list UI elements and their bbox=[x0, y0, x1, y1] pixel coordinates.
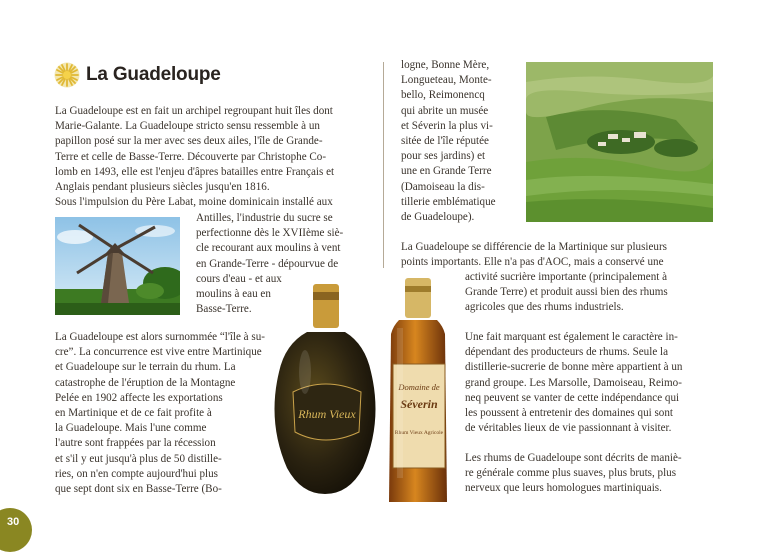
intro-paragraph bbox=[55, 104, 367, 210]
right-bottle-label-2: Séverin bbox=[400, 397, 438, 411]
text-line: Sous l'impulsion du Père Labat, moine dominicain installé aux bbox=[55, 196, 333, 209]
text-line: Longueteau, Monte- bbox=[401, 74, 492, 87]
text-line: les poussent à entretenir des domaines qui sont bbox=[465, 407, 673, 420]
text-line: que sept dont six en Basse-Terre (Bo- bbox=[55, 483, 222, 496]
left-bottle-label: Rhum Vieux bbox=[298, 407, 356, 421]
differences-paragraph bbox=[401, 240, 713, 270]
page-number: 30 bbox=[7, 516, 20, 528]
text-line: logne, Bonne Mère, bbox=[401, 59, 490, 71]
text-line: perfectionne dès le XVIIème siè- bbox=[196, 227, 344, 240]
text-line: bello, Reimonencq bbox=[401, 89, 485, 102]
text-line: Basse-Terre. bbox=[196, 303, 252, 316]
independence-paragraph bbox=[465, 330, 713, 436]
text-line: et s'il y eut jusqu'à plus de 50 distille- bbox=[55, 452, 222, 465]
text-line: moulins à eau en bbox=[196, 288, 271, 301]
text-line: points importants. Elle n'a pas d'AOC, mais a conservé une bbox=[401, 256, 664, 269]
text-line: pour ses jardins) et bbox=[401, 150, 486, 163]
text-line: Terre et celle de Basse-Terre. Découverte par Christophe Co- bbox=[55, 150, 327, 163]
text-line: lomb en 1493, elle est l'enjeu d'âpres batailles entre Français et bbox=[55, 165, 335, 178]
text-line: neq peuvent se vanter de cette indépendance qui bbox=[465, 391, 680, 404]
text-line: agricoles que des rhums industriels. bbox=[465, 301, 624, 314]
text-line: La Guadeloupe est alors surnommée “l'île à su- bbox=[55, 331, 265, 343]
text-line: Marie-Galante. La Guadeloupe stricto sensu ressemble à un bbox=[55, 120, 320, 133]
text-line: cle recourant aux moulins à vent bbox=[196, 242, 341, 255]
text-line: Anglais pendant plusieurs siècles jusqu'en 1816. bbox=[55, 181, 270, 194]
rum-bottles-photo bbox=[265, 272, 465, 508]
text-line: et Guadeloupe sur le terrain du rhum. La bbox=[55, 361, 236, 374]
text-line: l'autre sont frappées par la récession bbox=[55, 437, 216, 450]
title-block bbox=[54, 60, 221, 90]
text-line: Les rhums de Guadeloupe sont décrits de maniè- bbox=[465, 452, 682, 464]
page-title: La Guadeloupe bbox=[86, 64, 221, 85]
text-line: La Guadeloupe est en fait un archipel regroupant huit îles dont bbox=[55, 105, 333, 117]
right-bottle-label-3: Rhum Vieux Agricole bbox=[394, 430, 444, 436]
text-line: La Guadeloupe se différencie de la Martinique sur plusieurs bbox=[401, 241, 667, 253]
text-line: cre”. La concurrence est vive entre Martinique bbox=[55, 346, 262, 359]
text-line: ries, on n'en compte aujourd'hui plus bbox=[55, 467, 218, 480]
sun-icon bbox=[54, 62, 80, 88]
column-divider bbox=[383, 62, 384, 268]
text-line: cours d'eau - et aux bbox=[196, 272, 282, 285]
text-line: nerveux que leurs homologues martiniquais. bbox=[465, 482, 662, 495]
distilleries-paragraph bbox=[401, 58, 509, 225]
differences-paragraph-cont bbox=[465, 270, 713, 316]
text-line: sitée de l'île réputée bbox=[401, 135, 489, 148]
taste-paragraph bbox=[465, 451, 713, 497]
text-line: de véritables lieux de vie passionnant à visiter. bbox=[465, 422, 672, 435]
page-number-badge bbox=[0, 508, 32, 552]
text-line: (Damoiseau la dis- bbox=[401, 180, 485, 193]
text-line: Grande Terre) et produit aussi bien des rhums bbox=[465, 286, 668, 299]
text-line: une en Grande Terre bbox=[401, 165, 492, 178]
text-line: activité sucrière importante (principalement à bbox=[465, 271, 668, 283]
text-line: de Guadeloupe). bbox=[401, 211, 475, 224]
text-line: Antilles, l'industrie du sucre se bbox=[196, 212, 333, 224]
text-line: dépendant des producteurs de rhums. Seule la bbox=[465, 346, 669, 359]
text-line: papillon posé sur la mer avec ses deux ailes, l'île de Grande- bbox=[55, 135, 323, 148]
text-line: en Martinique et de ce fait profite à bbox=[55, 407, 212, 420]
text-line: tillerie emblématique bbox=[401, 195, 496, 208]
right-bottle-label-1: Domaine de bbox=[398, 382, 440, 392]
text-line: Pelée en 1902 affecte les exportations bbox=[55, 391, 223, 404]
text-line: la Guadeloupe. Mais l'une comme bbox=[55, 422, 207, 435]
text-line: catastrophe de l'éruption de la Montagne bbox=[55, 376, 236, 389]
text-line: grand groupe. Les Marsolle, Damoiseau, Reimo- bbox=[465, 376, 682, 389]
text-line: distillerie-sucrerie de bonne mère appartient à un bbox=[465, 361, 683, 374]
windmill-photo bbox=[55, 217, 180, 315]
text-line: et Séverin la plus vi- bbox=[401, 119, 493, 132]
text-line: en Grande-Terre - dépourvue de bbox=[196, 257, 339, 270]
text-line: re générale comme plus suaves, plus bruts, plus bbox=[465, 467, 677, 480]
aerial-photo bbox=[526, 62, 713, 222]
text-line: qui abrite un musée bbox=[401, 104, 489, 117]
text-line: Une fait marquant est également le caractère in- bbox=[465, 331, 678, 343]
